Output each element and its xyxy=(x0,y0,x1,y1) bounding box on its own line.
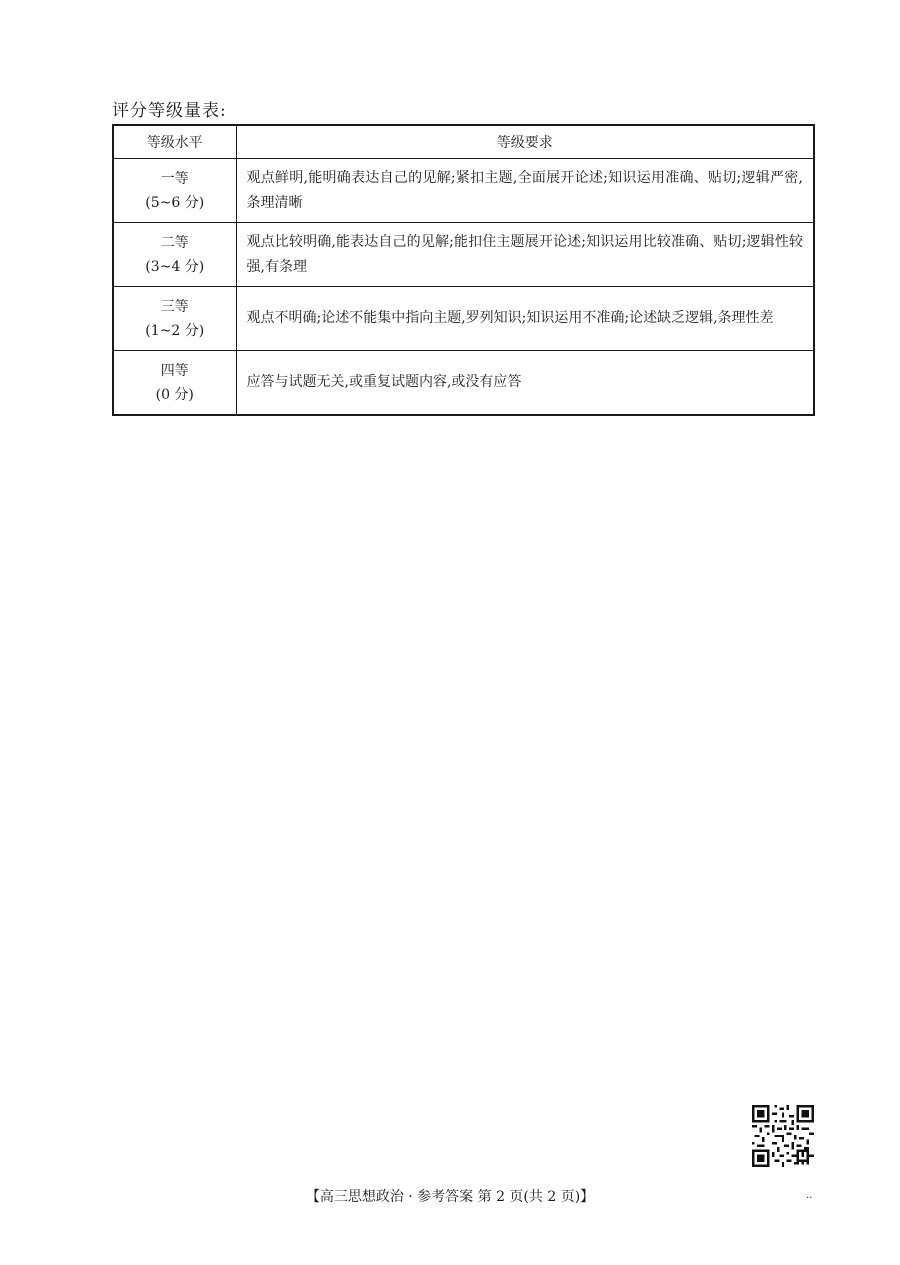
table-caption: 评分等级量表: xyxy=(112,101,227,121)
level-score: (3~4 分) xyxy=(145,258,205,275)
table-row xyxy=(113,351,814,416)
level-score: (0 分) xyxy=(155,386,194,403)
grading-scale-table xyxy=(112,124,815,416)
requirement-cell: 观点比较明确,能表达自己的见解;能扣住主题展开论述;知识运用比较准确、贴切;逻辑性较强,有条理 xyxy=(236,223,814,287)
table-row xyxy=(113,159,814,223)
level-score: (1~2 分) xyxy=(145,322,205,339)
requirement-cell: 应答与试题无关,或重复试题内容,或没有应答 xyxy=(236,351,814,416)
level-cell xyxy=(113,159,236,223)
qr-code-icon xyxy=(752,1105,814,1167)
corner-mark: .. xyxy=(806,1190,813,1201)
requirement-cell: 观点不明确;论述不能集中指向主题,罗列知识;知识运用不准确;论述缺乏逻辑,条理性差 xyxy=(236,287,814,351)
level-cell xyxy=(113,223,236,287)
level-name: 四等 xyxy=(160,362,189,379)
table-header-row xyxy=(113,125,814,159)
level-cell xyxy=(113,351,236,416)
level-score: (5~6 分) xyxy=(145,194,205,211)
level-name: 二等 xyxy=(160,234,189,251)
header-requirement: 等级要求 xyxy=(236,125,814,159)
requirement-cell: 观点鲜明,能明确表达自己的见解;紧扣主题,全面展开论述;知识运用准确、贴切;逻辑严密,条理清晰 xyxy=(236,159,814,223)
level-name: 三等 xyxy=(160,298,189,315)
level-cell xyxy=(113,287,236,351)
header-level: 等级水平 xyxy=(113,125,236,159)
page-footer: 【高三思想政治 · 参考答案 第 2 页(共 2 页)】 xyxy=(305,1189,595,1205)
level-name: 一等 xyxy=(160,170,189,187)
table-row xyxy=(113,287,814,351)
table-row xyxy=(113,223,814,287)
